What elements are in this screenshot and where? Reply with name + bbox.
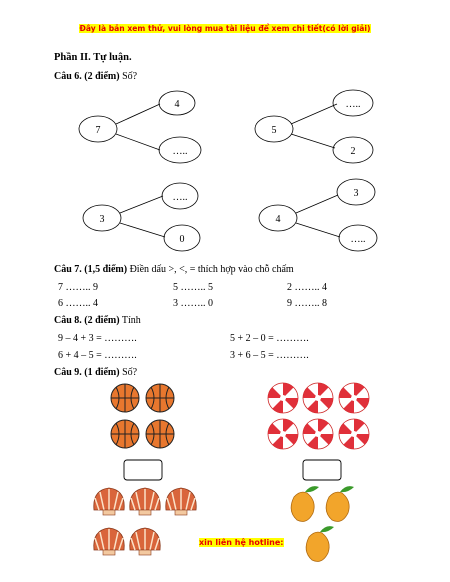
svg-text:…..: ….. <box>345 99 361 110</box>
q7-item: 3 …….. 0 <box>173 298 213 309</box>
q8-item: 9 – 4 + 3 = ………. <box>58 333 137 344</box>
q8-heading: Câu 8. (2 điểm) Tính <box>54 315 141 326</box>
q6-heading: Câu 6. (2 điểm) Số? <box>54 71 138 82</box>
preview-banner: Đây là bản xem thử, vui lòng mua tài liệu để xem chi tiết(có lời giải) <box>79 24 371 33</box>
svg-text:7: 7 <box>95 125 101 136</box>
svg-text:5: 5 <box>271 125 277 136</box>
svg-text:3: 3 <box>353 188 359 199</box>
q7-item: 9 …….. 8 <box>287 298 327 309</box>
q7-item: 7 …….. 9 <box>58 282 98 293</box>
svg-text:0: 0 <box>179 234 185 245</box>
answer-box-right <box>303 460 341 480</box>
q8-item: 5 + 2 – 0 = ………. <box>230 333 309 344</box>
counting-pictures <box>0 378 450 578</box>
q9-heading: Câu 9. (1 điểm) Số? <box>54 367 138 378</box>
svg-text:2: 2 <box>350 146 356 157</box>
svg-text:3: 3 <box>99 214 105 225</box>
answer-box-left <box>124 460 162 480</box>
q8-item: 6 + 4 – 5 = ………. <box>58 350 137 361</box>
svg-text:…..: ….. <box>172 192 188 203</box>
q8-item: 3 + 6 – 5 = ………. <box>230 350 309 361</box>
svg-text:…..: ….. <box>350 234 366 245</box>
part-title: Phần II. Tự luận. <box>54 52 132 63</box>
svg-text:4: 4 <box>275 214 281 225</box>
number-bonds <box>0 0 450 260</box>
q7-item: 5 …….. 5 <box>173 282 213 293</box>
hotline-note: xin liên hệ hotline: <box>199 538 284 547</box>
q7-item: 6 …….. 4 <box>58 298 98 309</box>
q7-heading: Câu 7. (1,5 điểm) Điền dấu >, <, = thích hợp vào chỗ chấm <box>54 264 294 275</box>
svg-text:…..: ….. <box>172 146 188 157</box>
svg-text:4: 4 <box>174 99 180 110</box>
q7-item: 2 …….. 4 <box>287 282 327 293</box>
